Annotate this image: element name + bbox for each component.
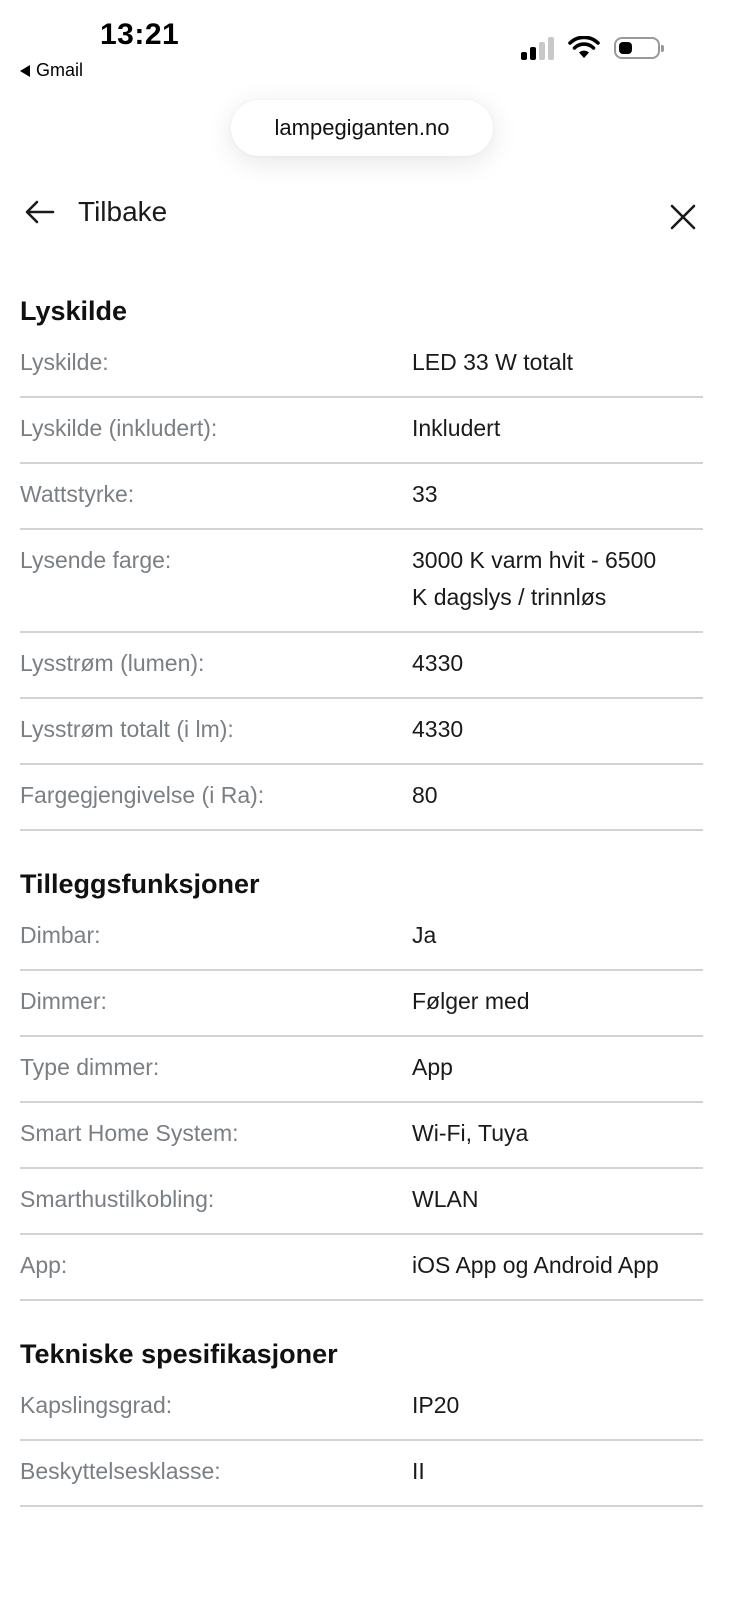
cellular-signal-icon xyxy=(521,36,554,60)
spec-value: Wi-Fi, Tuya xyxy=(412,1120,529,1146)
spec-value: Inkludert xyxy=(412,415,501,441)
spec-row xyxy=(20,1169,703,1235)
status-icons xyxy=(521,36,660,60)
spec-label: Fargegjengivelse (i Ra): xyxy=(20,782,265,808)
spec-label: Lysstrøm (lumen): xyxy=(20,650,205,676)
spec-value: II xyxy=(412,1458,425,1484)
spec-value: 80 xyxy=(412,782,438,808)
back-button[interactable] xyxy=(24,196,167,228)
spec-value: iOS App og Android App xyxy=(412,1252,659,1278)
spec-label: Lysstrøm totalt (i lm): xyxy=(20,716,234,742)
arrow-left-icon xyxy=(24,199,56,225)
spec-label: Lysende farge: xyxy=(20,547,172,573)
spec-value: LED 33 W totalt xyxy=(412,349,574,375)
section-title: Tilleggsfunksjoner xyxy=(20,869,260,899)
back-button-label: Tilbake xyxy=(78,196,168,227)
panel-header xyxy=(0,186,738,250)
wifi-icon xyxy=(568,36,600,60)
section-title: Tekniske spesifikasjoner xyxy=(20,1339,338,1369)
spec-section xyxy=(20,282,703,831)
spec-value: 3000 K varm hvit - 6500 K dagslys / trinnløs xyxy=(412,547,657,610)
spec-value: 4330 xyxy=(412,716,464,742)
section-title: Lyskilde xyxy=(20,296,128,326)
spec-section xyxy=(20,831,703,1301)
spec-row xyxy=(20,332,703,398)
spec-label: App: xyxy=(20,1252,68,1278)
spec-label: Smarthustilkobling: xyxy=(20,1186,215,1212)
status-time: 13:21 xyxy=(100,18,180,51)
close-icon[interactable] xyxy=(668,202,698,232)
spec-row xyxy=(20,1441,703,1507)
spec-label: Lyskilde (inkludert): xyxy=(20,415,218,441)
spec-row xyxy=(20,464,703,530)
back-app-label: Gmail xyxy=(36,60,84,80)
spec-value: App xyxy=(412,1054,453,1080)
spec-label: Kapslingsgrad: xyxy=(20,1392,173,1418)
back-triangle-icon xyxy=(20,65,30,77)
spec-row xyxy=(20,1037,703,1103)
spec-row xyxy=(20,633,703,699)
spec-value: IP20 xyxy=(412,1392,460,1418)
spec-label: Dimbar: xyxy=(20,922,101,948)
spec-row xyxy=(20,1235,703,1301)
spec-row xyxy=(20,765,703,831)
spec-row xyxy=(20,699,703,765)
spec-label: Lyskilde: xyxy=(20,349,109,375)
spec-value: Følger med xyxy=(412,988,530,1014)
spec-row xyxy=(20,905,703,971)
battery-icon xyxy=(614,37,660,59)
spec-value: 4330 xyxy=(412,650,464,676)
spec-label: Type dimmer: xyxy=(20,1054,160,1080)
spec-value: WLAN xyxy=(412,1186,479,1212)
spec-row xyxy=(20,530,703,633)
back-to-app-link[interactable] xyxy=(20,60,83,81)
spec-row xyxy=(20,1103,703,1169)
spec-value: 33 xyxy=(412,481,438,507)
address-bar-url: lampegiganten.no xyxy=(274,115,450,140)
spec-row xyxy=(20,971,703,1037)
spec-label: Wattstyrke: xyxy=(20,481,135,507)
spec-section xyxy=(20,1301,703,1507)
specifications-list xyxy=(20,282,703,1507)
spec-value: Ja xyxy=(412,922,437,948)
spec-label: Smart Home System: xyxy=(20,1120,239,1146)
spec-row xyxy=(20,1375,703,1441)
battery-level xyxy=(619,42,632,54)
spec-row xyxy=(20,398,703,464)
spec-label: Beskyttelsesklasse: xyxy=(20,1458,221,1484)
spec-label: Dimmer: xyxy=(20,988,107,1014)
address-bar[interactable] xyxy=(231,100,493,156)
status-bar xyxy=(0,0,738,90)
